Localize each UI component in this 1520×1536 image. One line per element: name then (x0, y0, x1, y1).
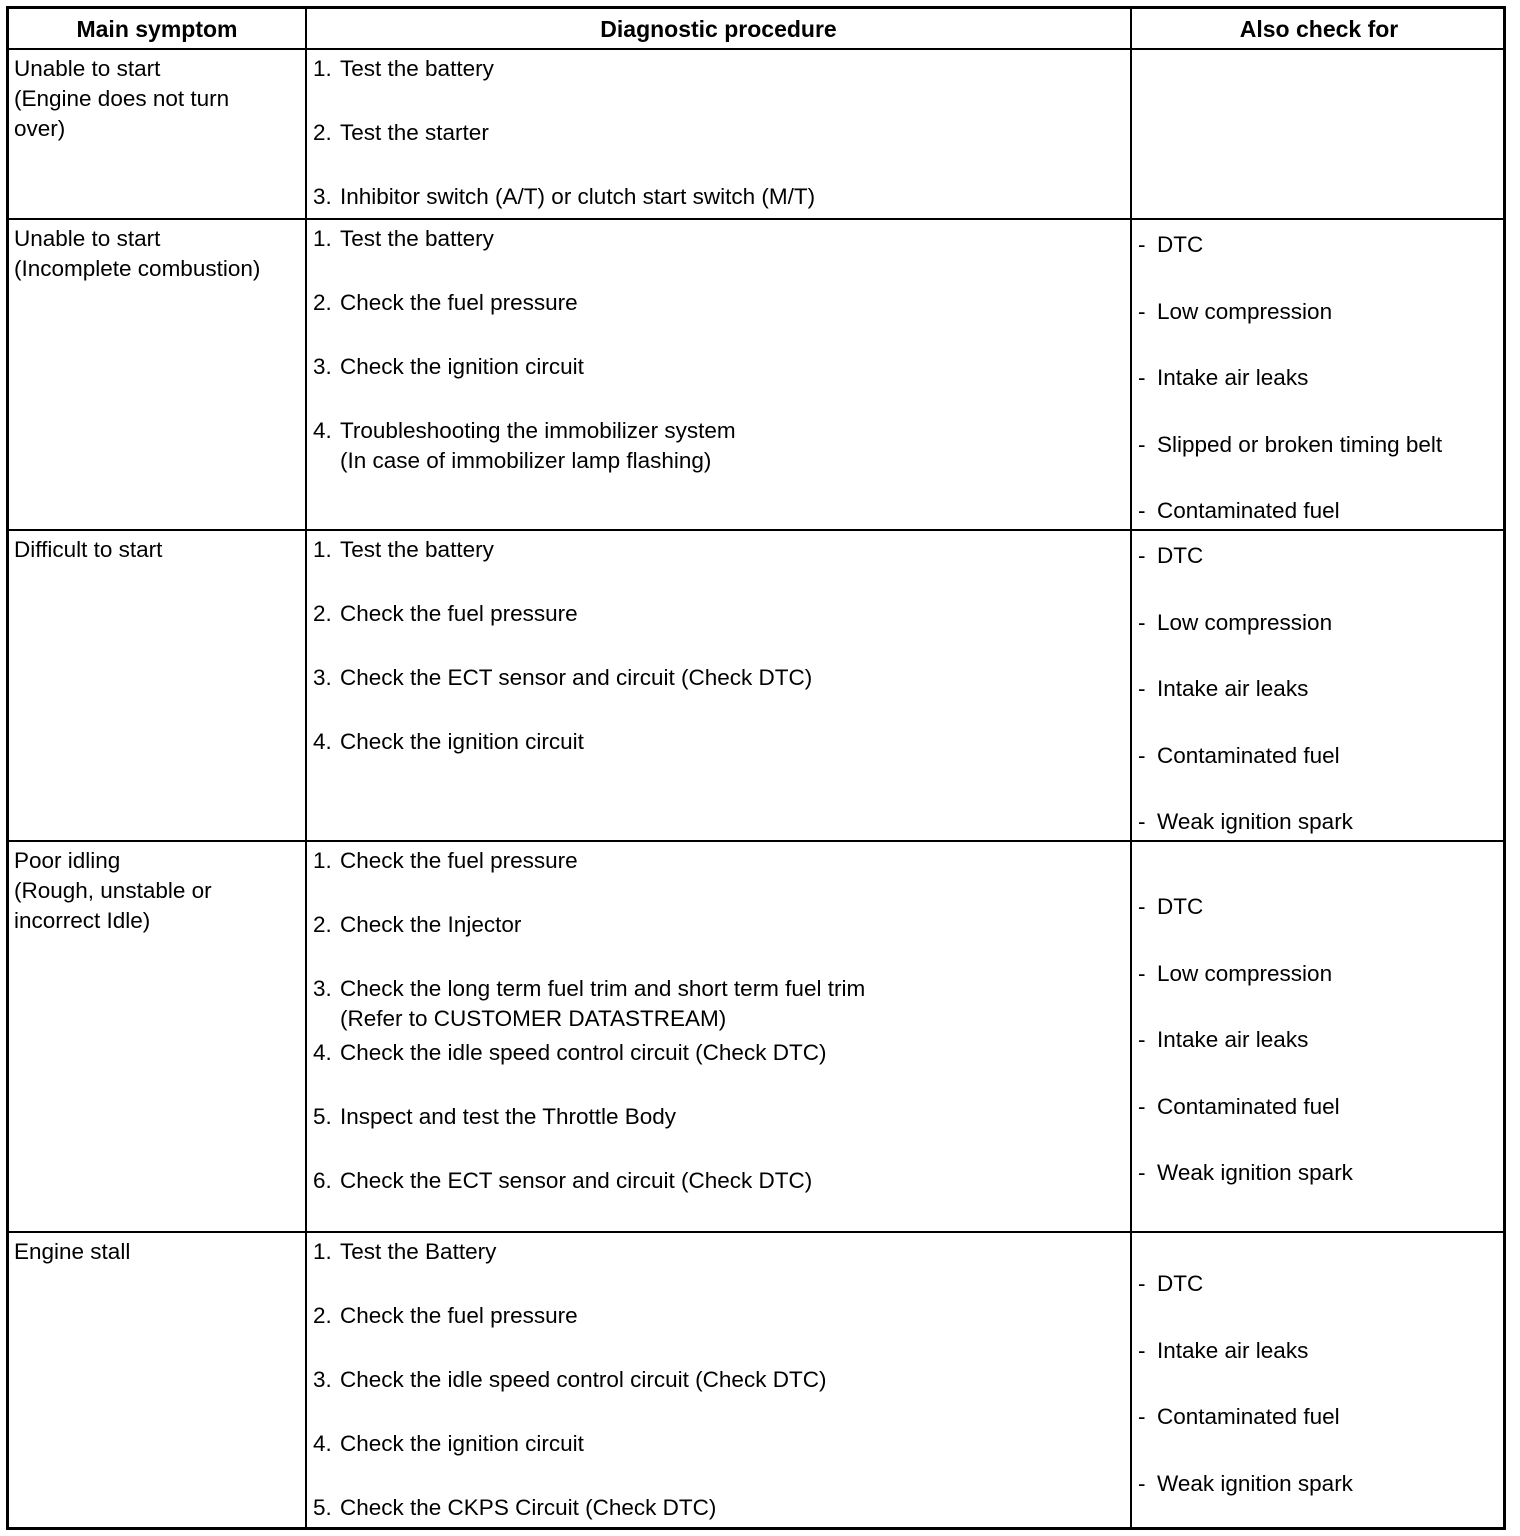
procedure-text: Check the fuel pressure (340, 601, 578, 626)
procedure-text: Test the battery (340, 537, 494, 562)
also-check-text: Intake air leaks (1157, 1027, 1309, 1052)
procedure-number: 5. (313, 1495, 332, 1520)
procedure-number: 1. (313, 848, 332, 873)
procedure-text: Inhibitor switch (A/T) or clutch start switch (M/T) (340, 184, 816, 209)
bullet-dash: - (1138, 1160, 1146, 1185)
also-check-text: Contaminated fuel (1157, 743, 1340, 768)
bullet-dash: - (1138, 743, 1146, 768)
procedure-number: 3. (313, 665, 332, 690)
procedure-text: Check the Injector (340, 912, 522, 937)
bullet-dash: - (1138, 610, 1146, 635)
also-check-text: Contaminated fuel (1157, 498, 1340, 523)
bullet-dash: - (1138, 1094, 1146, 1119)
procedure-text: Check the ECT sensor and circuit (Check DTC) (340, 665, 813, 690)
procedure-number: 2. (313, 1303, 332, 1328)
also-check-text: Weak ignition spark (1157, 1471, 1353, 1496)
also-check-text: Low compression (1157, 610, 1333, 635)
symptom-line: Unable to start (14, 226, 161, 251)
procedure-text: Check the fuel pressure (340, 1303, 578, 1328)
procedure-text: Check the fuel pressure (340, 290, 578, 315)
column-divider (1130, 9, 1132, 1527)
also-check-text: DTC (1157, 894, 1204, 919)
procedure-number: 1. (313, 537, 332, 562)
symptom-line: Poor idling (14, 848, 121, 873)
procedure-number: 2. (313, 912, 332, 937)
header-also-check-for: Also check for (1239, 15, 1399, 42)
row-divider (9, 840, 1503, 842)
procedure-number: 3. (313, 354, 332, 379)
bullet-dash: - (1138, 498, 1146, 523)
also-check-text: Contaminated fuel (1157, 1404, 1340, 1429)
also-check-text: Weak ignition spark (1157, 809, 1353, 834)
symptom-line: Unable to start (14, 56, 161, 81)
header-main-symptom: Main symptom (76, 15, 238, 42)
procedure-text: Check the CKPS Circuit (Check DTC) (340, 1495, 717, 1520)
bullet-dash: - (1138, 1338, 1146, 1363)
procedure-number: 3. (313, 976, 332, 1001)
also-check-text: Weak ignition spark (1157, 1160, 1353, 1185)
also-check-text: Slipped or broken timing belt (1157, 432, 1443, 457)
procedure-number: 4. (313, 729, 332, 754)
procedure-number: 2. (313, 120, 332, 145)
symptom-table (6, 6, 1506, 1530)
procedure-text: Troubleshooting the immobilizer system (340, 418, 736, 443)
procedure-number: 5. (313, 1104, 332, 1129)
symptom-cell (14, 535, 162, 565)
row-divider (9, 1231, 1503, 1233)
procedure-text: Test the Battery (340, 1239, 497, 1264)
procedure-text: Check the long term fuel trim and short term fuel trim (340, 976, 866, 1001)
header-diagnostic-procedure: Diagnostic procedure (600, 15, 837, 42)
procedure-text: Check the ignition circuit (340, 729, 584, 754)
also-check-text: Intake air leaks (1157, 676, 1309, 701)
symptom-line: (Rough, unstable or (14, 878, 212, 903)
procedure-number: 4. (313, 418, 332, 443)
procedure-number: 1. (313, 1239, 332, 1264)
procedure-text: (In case of immobilizer lamp flashing) (340, 448, 712, 473)
procedure-number: 3. (313, 184, 332, 209)
bullet-dash: - (1138, 1404, 1146, 1429)
symptom-line: Difficult to start (14, 537, 163, 562)
procedure-number: 3. (313, 1367, 332, 1392)
symptom-line: (Incomplete combustion) (14, 256, 261, 281)
also-check-text: Intake air leaks (1157, 365, 1309, 390)
procedure-number: 2. (313, 601, 332, 626)
symptom-cell (14, 1237, 130, 1267)
bullet-dash: - (1138, 1027, 1146, 1052)
bullet-dash: - (1138, 676, 1146, 701)
procedure-text: Check the ignition circuit (340, 354, 584, 379)
also-check-text: Low compression (1157, 299, 1333, 324)
symptom-cell (14, 54, 229, 144)
procedure-number: 4. (313, 1431, 332, 1456)
bullet-dash: - (1138, 1271, 1146, 1296)
bullet-dash: - (1138, 365, 1146, 390)
also-check-text: DTC (1157, 1271, 1204, 1296)
procedure-text: Test the battery (340, 226, 494, 251)
also-check-text: Intake air leaks (1157, 1338, 1309, 1363)
row-divider (9, 529, 1503, 531)
symptom-line: over) (14, 116, 66, 141)
symptom-line: Engine stall (14, 1239, 131, 1264)
bullet-dash: - (1138, 809, 1146, 834)
procedure-text: Check the idle speed control circuit (Check DTC) (340, 1367, 827, 1392)
procedure-number: 4. (313, 1040, 332, 1065)
symptom-cell (14, 224, 260, 284)
bullet-dash: - (1138, 1471, 1146, 1496)
procedure-text: Check the fuel pressure (340, 848, 578, 873)
bullet-dash: - (1138, 543, 1146, 568)
procedure-text: Test the starter (340, 120, 489, 145)
also-check-text: DTC (1157, 543, 1204, 568)
also-check-text: Low compression (1157, 961, 1333, 986)
procedure-text: Test the battery (340, 56, 494, 81)
also-check-text: Contaminated fuel (1157, 1094, 1340, 1119)
bullet-dash: - (1138, 232, 1146, 257)
also-check-text: DTC (1157, 232, 1204, 257)
procedure-text: Check the ECT sensor and circuit (Check DTC) (340, 1168, 813, 1193)
bullet-dash: - (1138, 432, 1146, 457)
symptom-line: (Engine does not turn (14, 86, 230, 111)
symptom-line: incorrect Idle) (14, 908, 151, 933)
procedure-text: Check the idle speed control circuit (Check DTC) (340, 1040, 827, 1065)
procedure-text: Inspect and test the Throttle Body (340, 1104, 677, 1129)
procedure-text: Check the ignition circuit (340, 1431, 584, 1456)
procedure-number: 2. (313, 290, 332, 315)
procedure-number: 1. (313, 226, 332, 251)
symptom-cell (14, 846, 212, 936)
column-divider (305, 9, 307, 1527)
procedure-text: (Refer to CUSTOMER DATASTREAM) (340, 1006, 727, 1031)
bullet-dash: - (1138, 299, 1146, 324)
procedure-number: 1. (313, 56, 332, 81)
bullet-dash: - (1138, 961, 1146, 986)
bullet-dash: - (1138, 894, 1146, 919)
procedure-number: 6. (313, 1168, 332, 1193)
row-divider (9, 218, 1503, 220)
